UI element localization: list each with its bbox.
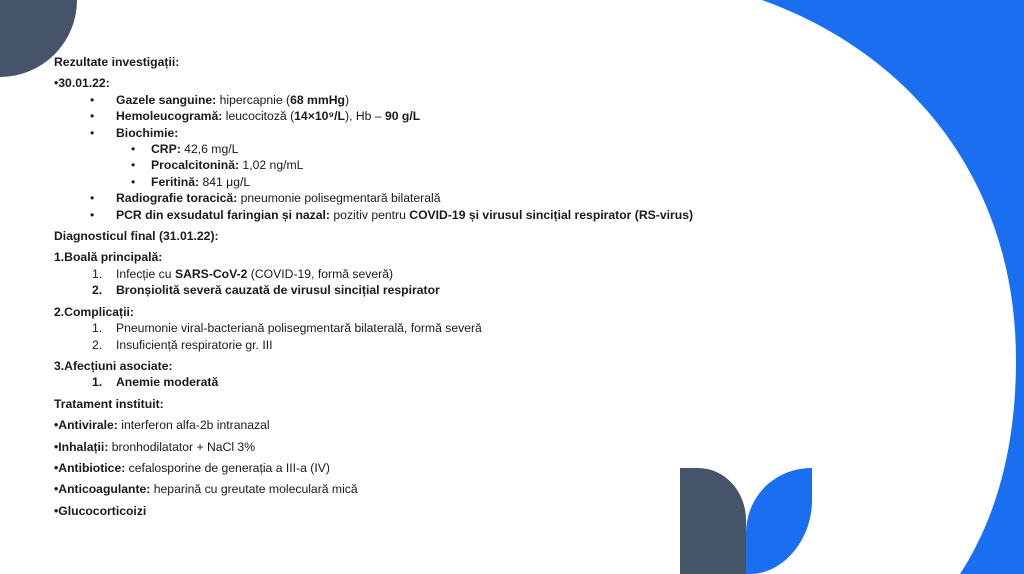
item-label: Radiografie toracică: — [116, 191, 238, 206]
item-text: Anemie moderată — [116, 375, 219, 390]
biochemistry-list — [54, 141, 774, 190]
bullet-marker: • — [90, 92, 95, 107]
bold-segment: 14×10⁹/L — [294, 109, 346, 124]
bullet-marker: • — [90, 191, 95, 206]
bold-segment: SARS-CoV-2 — [174, 266, 248, 281]
item-number: 1. — [92, 375, 103, 390]
text-segment: (COVID-19, formă severă) — [247, 266, 394, 281]
bold-segment: 90 g/L — [384, 109, 421, 124]
list-item — [54, 108, 774, 124]
item-value: bronhodilatator + NaCl 3% — [108, 439, 256, 454]
numbered-item — [54, 374, 774, 390]
bold-segment: 68 mmHg — [290, 92, 345, 107]
diagnosis-heading: Diagnosticul final (31.01.22): — [54, 229, 219, 244]
bullet-marker: • — [131, 142, 136, 157]
item-label: Hemoleucogramă: — [116, 109, 223, 124]
item-value: heparină cu greutate moleculară mică — [150, 482, 358, 497]
item-label: Biochimie: — [116, 125, 179, 140]
bullet-marker: • — [90, 207, 95, 222]
associated-list — [54, 374, 774, 390]
item-text: Insuficiență respiratorie gr. III — [116, 337, 273, 352]
item-label: Feritină: — [151, 174, 200, 189]
numbered-item — [54, 266, 774, 282]
item-label: CRP: — [151, 142, 181, 157]
main-disease-heading: 1.Boală principală: — [54, 250, 163, 265]
list-item — [54, 92, 774, 108]
bullet-marker: • — [90, 109, 95, 124]
item-label: Gazele sanguine: — [116, 92, 217, 107]
bold-segment: COVID-19 și virusul sincițial respirator (RS-virus) — [409, 207, 694, 222]
list-item — [54, 157, 774, 173]
item-number: 2. — [92, 337, 103, 352]
treatment-item — [54, 460, 774, 476]
treatment-item — [54, 417, 774, 433]
item-text: Pneumonie viral-bacteriană polisegmentară bilaterală, formă severă — [116, 321, 482, 336]
item-label: •Anticoagulante: — [54, 482, 151, 497]
text-segment: ) — [344, 92, 350, 107]
treatment-item — [54, 439, 774, 455]
text-segment: leucocitoză ( — [222, 109, 295, 124]
treatment-item — [54, 503, 774, 519]
results-heading: Rezultate investigații: — [54, 55, 180, 69]
text-segment: pneumonie polisegmentară bilaterală — [237, 191, 441, 206]
bullet-marker: • — [131, 174, 136, 189]
numbered-item — [54, 337, 774, 353]
main-disease-list — [54, 266, 774, 299]
numbered-item — [54, 282, 774, 298]
item-number: 1. — [92, 266, 103, 281]
item-value: cefalosporine de generația a III-a (IV) — [125, 460, 330, 475]
text-segment: Infecție cu — [116, 266, 175, 281]
list-item — [54, 174, 774, 190]
numbered-item — [54, 320, 774, 336]
treatment-item — [54, 481, 774, 497]
item-label: •Antivirale: — [54, 418, 118, 433]
item-value: 841 μg/L — [199, 174, 251, 189]
item-label: PCR din exsudatul faringian și nazal: — [116, 207, 330, 222]
complications-heading: 2.Complicații: — [54, 304, 134, 319]
item-number: 2. — [92, 283, 103, 298]
complications-list — [54, 320, 774, 353]
list-item — [54, 190, 774, 206]
item-label: •Antibiotice: — [54, 460, 126, 475]
item-value: 42,6 mg/L — [180, 142, 239, 157]
item-number: 1. — [92, 321, 103, 336]
list-item — [54, 141, 774, 157]
bold-segment: Bronșiolită severă cauzată de virusul sincițial respirator — [116, 283, 440, 298]
slide-content — [54, 54, 774, 519]
associated-heading: 3.Afecțiuni asociate: — [54, 358, 173, 373]
text-segment: pozitiv pentru — [330, 207, 410, 222]
item-value: interferon alfa-2b intranazal — [117, 418, 270, 433]
bullet-marker: • — [131, 158, 136, 173]
treatment-heading: Tratament instituit: — [54, 396, 164, 411]
item-label: Procalcitonină: — [151, 158, 240, 173]
item-label: •Inhalații: — [54, 439, 109, 454]
bullet-marker: • — [90, 125, 95, 140]
results-date: •30.01.22: — [54, 76, 110, 91]
results-list-2 — [54, 190, 774, 223]
text-segment: ), Hb – — [345, 109, 385, 124]
text-segment: hipercapnie ( — [216, 92, 291, 107]
list-item — [54, 207, 774, 223]
results-list — [54, 92, 774, 141]
item-label: •Glucocorticoizi — [54, 503, 147, 518]
item-value: 1,02 ng/mL — [239, 158, 304, 173]
treatment-list — [54, 417, 774, 519]
list-item — [54, 125, 774, 141]
